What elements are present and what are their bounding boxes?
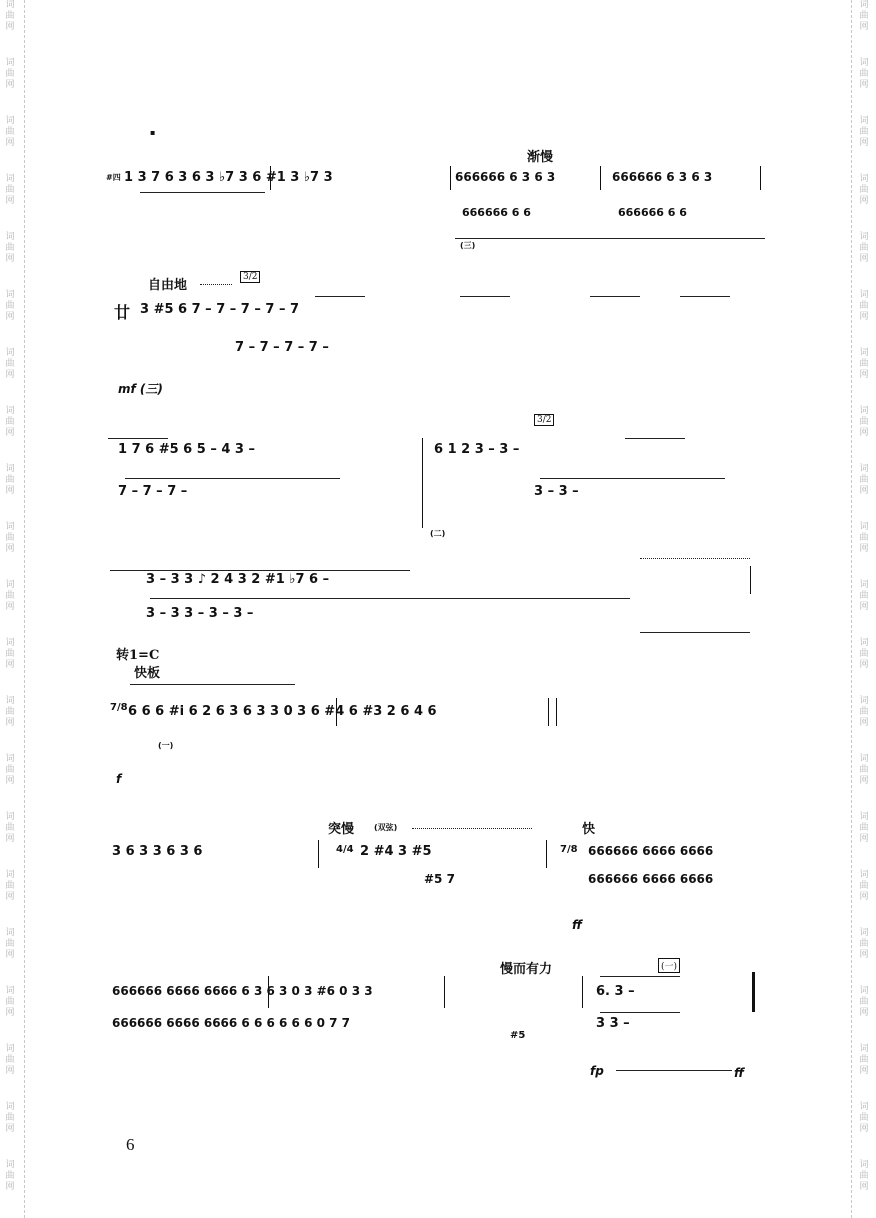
watermark-text: 词 曲 网 [859, 464, 869, 496]
tempo-note: (双弦) [374, 823, 398, 832]
music-system-7 [0, 954, 876, 1084]
music-system-5 [0, 644, 876, 796]
tempo-marking: 快板 [134, 666, 161, 681]
final-barline [752, 972, 755, 1012]
melody-line: 1 3 7 6 3 6 3 ♭7 3 6 #1 3 ♭7 3 [124, 170, 333, 185]
watermark-text: 词 曲 网 [859, 58, 869, 90]
melody-tremolo: 666666 6666 6666 [588, 844, 714, 858]
watermark-text: 词 曲 网 [859, 290, 869, 322]
melody-line-c: #5 7 [424, 872, 455, 886]
music-system-1 [0, 140, 876, 260]
barline [582, 976, 583, 1008]
tempo-dotted-line [640, 558, 750, 559]
dynamic-marking: f [116, 772, 122, 786]
tie-line [150, 598, 630, 599]
tempo-marking: 慢而有力 [500, 962, 553, 977]
string-mark: (三) [460, 241, 476, 250]
bass-line-b: 666666 6 6 [462, 206, 531, 219]
barline [600, 166, 601, 190]
watermark-text: 词 曲 网 [5, 638, 15, 670]
melody-tremolo-b: 666666 6 3 6 3 [455, 170, 556, 184]
section-symbol: 廿 [114, 303, 131, 322]
time-signature-b: 7/8 [560, 844, 578, 855]
bass-line-b: 3 3 – [596, 1016, 630, 1031]
watermark-text: 词 曲 网 [5, 290, 15, 322]
watermark-text: 词 曲 网 [5, 1044, 15, 1076]
dynamic-marking: mf (三) [118, 382, 163, 396]
watermark-text: 词 曲 网 [859, 1102, 869, 1134]
tempo-marking-fast: 快 [582, 822, 596, 837]
tie-line [540, 478, 725, 479]
music-system-2 [0, 268, 876, 398]
barline [336, 698, 337, 726]
barline [318, 840, 319, 868]
watermark-text: 词 曲 网 [859, 580, 869, 612]
barline [548, 698, 549, 726]
bass-line: 666666 6666 6666 6 6 6 6 6 6 0 7 7 [112, 1016, 350, 1030]
dynamic-marking: ff [572, 918, 582, 932]
watermark-text: 词 曲 网 [5, 986, 15, 1018]
watermark-text: 词 曲 网 [5, 58, 15, 90]
watermark-text: 词 曲 网 [5, 406, 15, 438]
watermark-text: 词 曲 网 [859, 928, 869, 960]
melody-line: 6 6 6 #i 6 2 6 3 6 3 3 0 3 6 #4 6 #3 2 6 4 6 [128, 704, 437, 719]
slur-line [130, 684, 295, 685]
watermark-text: 词 曲 网 [859, 522, 869, 554]
tempo-marking: 渐慢 [527, 150, 554, 165]
watermark-text: 词 曲 网 [5, 464, 15, 496]
tempo-dotted-line [412, 828, 532, 829]
tie-line [600, 976, 680, 977]
barline [268, 976, 269, 1008]
crescendo-line [616, 1070, 732, 1071]
barline-double [422, 438, 423, 528]
music-system-4 [0, 552, 876, 644]
bass-line: 7 – 7 – 7 – [118, 484, 188, 499]
watermark-text: 词 曲 网 [859, 1160, 869, 1192]
watermark-text: 词 曲 网 [859, 406, 869, 438]
bass-line: 7 – 7 – 7 – 7 – [235, 340, 329, 355]
melody-line: 666666 6666 6666 6 3 6 3 0 3 #6 0 3 3 [112, 984, 373, 998]
melody-tremolo-c: 666666 6 3 6 3 [612, 170, 713, 184]
tie-line [460, 296, 510, 297]
time-signature: 7/8 [110, 702, 128, 713]
tie-line [315, 296, 365, 297]
watermark-text: 词 曲 网 [5, 754, 15, 786]
watermark-text: 词 曲 网 [5, 812, 15, 844]
watermark-text: 词 曲 网 [859, 754, 869, 786]
melody-line: 3 6 3 3 6 3 6 [112, 844, 203, 859]
dynamic-marking-end: ff [734, 1066, 744, 1080]
watermark-text: 词 曲 网 [5, 696, 15, 728]
barline [556, 698, 557, 726]
watermark-text: 词 曲 网 [5, 174, 15, 206]
bass-line: 3 – 3 3 – 3 – 3 – [146, 606, 254, 621]
watermark-text: 词 曲 网 [859, 174, 869, 206]
melody-line: 3 #5 6 7 – 7 – 7 – 7 – 7 [140, 302, 300, 317]
underline-beam [455, 238, 765, 239]
watermark-text: 词 曲 网 [859, 232, 869, 264]
string-box: (一) [658, 958, 680, 973]
page-number: 6 [126, 1135, 135, 1154]
barline [750, 566, 751, 594]
barline [270, 166, 271, 190]
watermark-text: 词 曲 网 [859, 812, 869, 844]
string-mark: (二) [430, 529, 446, 538]
music-system-3 [0, 415, 876, 546]
tie-line [625, 438, 685, 439]
watermark-text: 词 曲 网 [5, 870, 15, 902]
melody-line: 1 7 6 #5 6 5 – 4 3 – [118, 442, 255, 457]
meter-box: 3/2 [240, 271, 260, 283]
crescendo-line [640, 632, 750, 633]
key-prefix: #四 [106, 173, 121, 182]
slur-line [600, 1012, 680, 1013]
watermark-text: 词 曲 网 [859, 1044, 869, 1076]
watermark-text: 词 曲 网 [859, 986, 869, 1018]
barline [450, 166, 451, 190]
tie-line [125, 478, 340, 479]
watermark-text: 词 曲 网 [5, 928, 15, 960]
barline [760, 166, 761, 190]
watermark-text: 词 曲 网 [5, 580, 15, 612]
bass-line-b: 3 – 3 – [534, 484, 579, 499]
watermark-text: 词 曲 网 [859, 870, 869, 902]
watermark-text: 词 曲 网 [5, 1160, 15, 1192]
tie-line [590, 296, 640, 297]
melody-line-b: 6. 3 – [596, 984, 635, 999]
dynamic-marking: fp [590, 1064, 604, 1078]
bass-tremolo: 666666 6666 6666 [588, 872, 714, 886]
string-mark: (一) [158, 741, 174, 750]
melody-line-b: 2 #4 3 #5 [360, 844, 432, 859]
music-system-6 [0, 814, 876, 934]
stray-mark: ▪ [150, 128, 156, 137]
tie-line [110, 570, 410, 571]
barline [444, 976, 445, 1008]
watermark-text: 词 曲 网 [5, 0, 15, 32]
watermark-text: 词 曲 网 [859, 116, 869, 148]
watermark-text: 词 曲 网 [859, 638, 869, 670]
tempo-marking: 突慢 [328, 822, 355, 837]
melody-line: 3 – 3 3 ♪ 2 4 3 2 #1 ♭7 6 – [146, 572, 330, 587]
underline-beam [140, 192, 265, 193]
watermark-text: 词 曲 网 [859, 348, 869, 380]
watermark-text: 词 曲 网 [5, 522, 15, 554]
watermark-text: 词 曲 网 [5, 116, 15, 148]
slur-line [108, 438, 168, 439]
watermark-text: 词 曲 网 [859, 696, 869, 728]
meter-box: 3/2 [534, 414, 554, 426]
bass-mark: #5 [510, 1030, 526, 1041]
bass-line-c: 666666 6 6 [618, 206, 687, 219]
melody-line-b: 6 1 2 3 – 3 – [434, 442, 520, 457]
barline [546, 840, 547, 868]
watermark-text: 词 曲 网 [5, 1102, 15, 1134]
time-signature: 4/4 [336, 844, 354, 855]
watermark-text: 词 曲 网 [859, 0, 869, 32]
tempo-dotted-line [200, 284, 232, 285]
tempo-marking: 自由地 [148, 278, 188, 293]
tie-line [680, 296, 730, 297]
watermark-text: 词 曲 网 [5, 232, 15, 264]
watermark-text: 词 曲 网 [5, 348, 15, 380]
key-change: 转1=C [116, 648, 160, 663]
